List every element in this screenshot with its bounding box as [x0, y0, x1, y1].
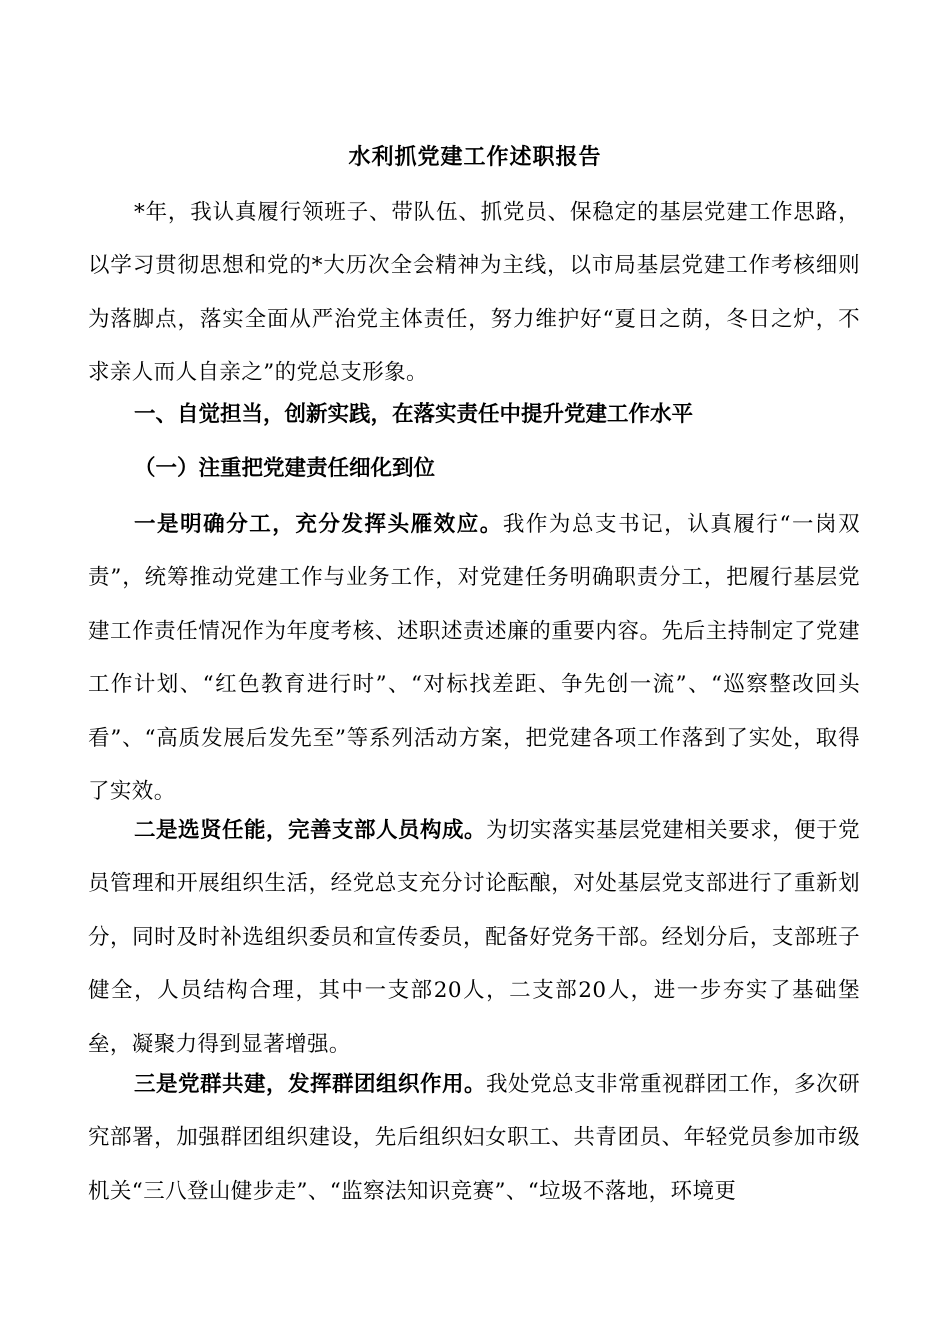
intro-paragraph: *年，我认真履行领班子、带队伍、抓党员、保稳定的基层党建工作思路，以学习贯彻思想和党的*大历次全会精神为主线，以市局基层党建工作考核细则为落脚点，落实全面从严治党主体责任，努力维护好“夏日之荫，冬日之炉，不求亲人而人自亲之”的党总支形象。 — [88, 200, 860, 386]
item-3-lead: 三是党群共建，发挥群团组织作用。 — [134, 1072, 487, 1097]
item-1-lead: 一是明确分工，充分发挥头雁效应。 — [134, 512, 503, 537]
item-2-paragraph — [88, 804, 860, 1071]
subsection-1-heading: （一）注重把党建责任细化到位 — [134, 456, 436, 481]
item-1-paragraph — [88, 498, 860, 818]
item-3-paragraph — [88, 1058, 860, 1218]
item-3-body: 我处党总支非常重视群团工作，多次研究部署，加强群团组织建设，先后组织妇女职工、共青团员、年轻党员参加市级机关“三八登山健步走”、“监察法知识竞赛”、“垃圾不落地，环境更 — [88, 1072, 860, 1204]
item-2-lead: 二是选贤任能，完善支部人员构成。 — [134, 818, 487, 843]
section-1-heading: 一、自觉担当，创新实践，在落实责任中提升党建工作水平 — [134, 402, 694, 427]
item-2-body: 为切实落实基层党建相关要求，便于党员管理和开展组织生活，经党总支充分讨论酝酿，对处基层党支部进行了重新划分，同时及时补选组织委员和宣传委员，配备好党务干部。经划分后，支部班子健全，人员结构合理，其中一支部20人，二支部20人，进一步夯实了基础堡垒，凝聚力得到显著增强。 — [88, 818, 860, 1057]
item-1-body: 我作为总支书记，认真履行“一岗双责”，统筹推动党建工作与业务工作，对党建任务明确职责分工，把履行基层党建工作责任情况作为年度考核、述职述责述廉的重要内容。先后主持制定了党建工作计划、“红色教育进行时”、“对标找差距、争先创一流”、“巡察整改回头看”、“高质发展后发先至”等系列活动方案，把党建各项工作落到了实处，取得了实效。 — [88, 512, 860, 805]
document-title: 水利抓党建工作述职报告 — [348, 144, 602, 170]
